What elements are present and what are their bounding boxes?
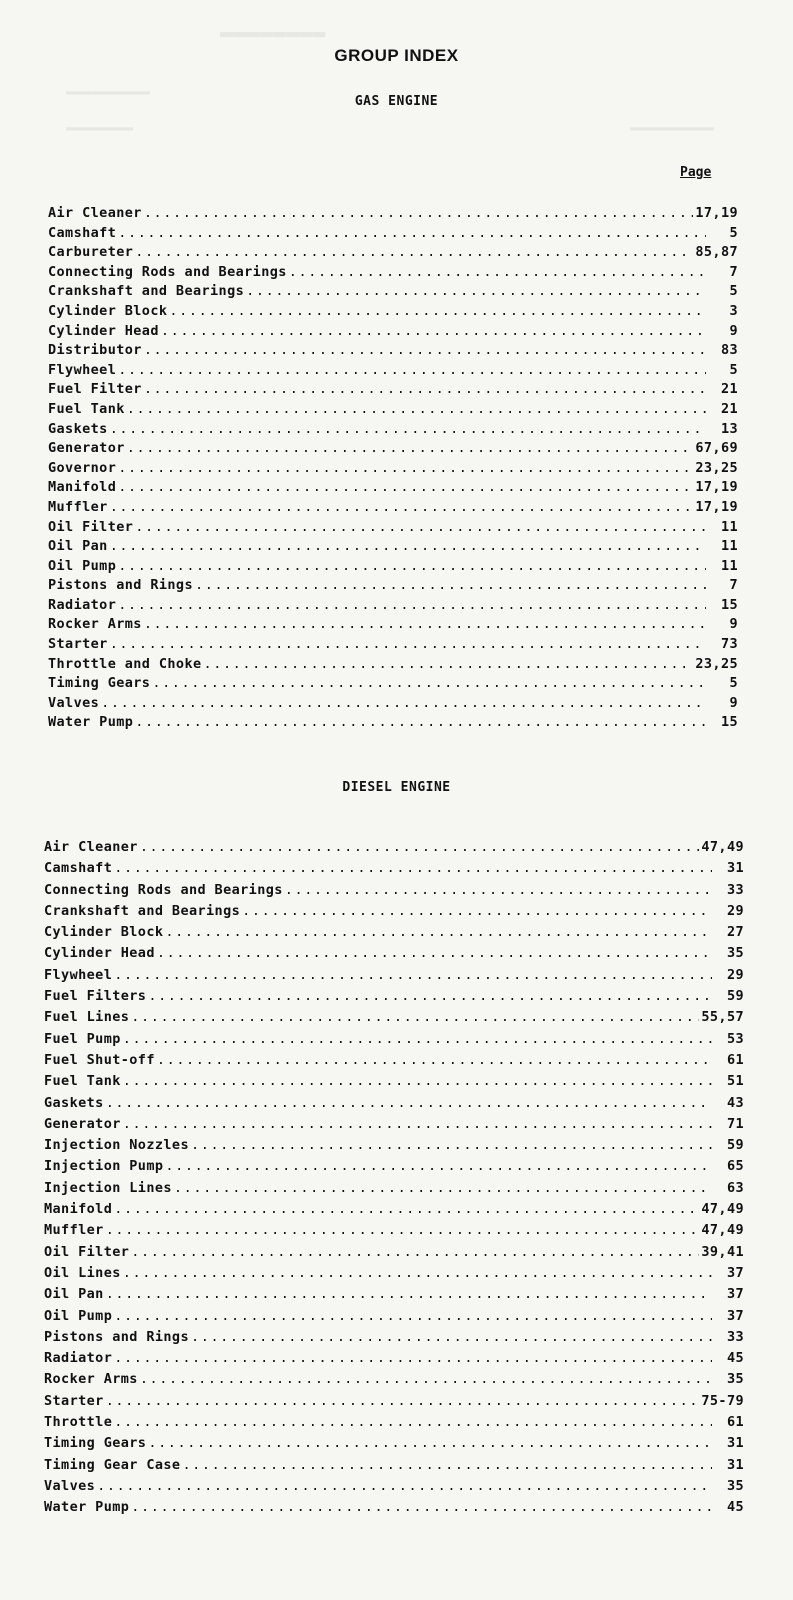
leader-dots bbox=[110, 499, 694, 515]
entry-label: Carbureter bbox=[48, 244, 134, 261]
index-entry bbox=[44, 1308, 744, 1329]
index-entry bbox=[44, 1180, 744, 1201]
index-entry bbox=[44, 967, 744, 988]
leader-dots bbox=[114, 1201, 699, 1217]
entry-page: 33 bbox=[726, 881, 744, 898]
leader-dots bbox=[191, 1329, 712, 1345]
index-entry bbox=[44, 1137, 744, 1158]
entry-page: 85,87 bbox=[695, 244, 738, 261]
entry-label: Injection Pump bbox=[44, 1158, 164, 1175]
entry-label: Cylinder Block bbox=[48, 302, 168, 319]
show-through-text: ▬▬▬▬▬▬▬▬▬▬ bbox=[630, 120, 715, 136]
index-entry bbox=[44, 1222, 744, 1243]
entry-label: Manifold bbox=[44, 1201, 113, 1218]
entry-label: Injection Lines bbox=[44, 1179, 172, 1196]
leader-dots bbox=[144, 342, 706, 358]
entry-label: Fuel Tank bbox=[44, 1073, 121, 1090]
entry-page: 73 bbox=[720, 636, 738, 653]
entry-label: Timing Gears bbox=[44, 1435, 147, 1452]
entry-page: 37 bbox=[726, 1307, 744, 1324]
index-entry bbox=[44, 1265, 744, 1286]
entry-page: 35 bbox=[726, 945, 744, 962]
entry-label: Cylinder Head bbox=[44, 945, 155, 962]
entry-label: Air Cleaner bbox=[44, 839, 138, 855]
leader-dots bbox=[106, 1222, 700, 1238]
entry-label: Oil Lines bbox=[44, 1264, 121, 1281]
entry-page: 75-79 bbox=[701, 1392, 744, 1409]
entry-page: 23,25 bbox=[695, 655, 738, 672]
entry-page: 83 bbox=[720, 342, 738, 359]
leader-dots bbox=[191, 1137, 712, 1153]
leader-dots bbox=[114, 1350, 712, 1366]
entry-label: Crankshaft and Bearings bbox=[44, 902, 241, 919]
gas-engine-index bbox=[48, 205, 738, 734]
entry-page: 9 bbox=[729, 694, 738, 711]
leader-dots bbox=[182, 1457, 712, 1473]
diesel-engine-heading: DIESEL ENGINE bbox=[342, 780, 451, 795]
entry-page: 5 bbox=[729, 361, 738, 378]
index-entry bbox=[44, 1393, 744, 1414]
entry-page: 11 bbox=[720, 538, 738, 555]
leader-dots bbox=[148, 1435, 712, 1451]
leader-dots bbox=[118, 460, 693, 476]
entry-page: 11 bbox=[720, 557, 738, 574]
entry-label: Governor bbox=[48, 459, 117, 476]
leader-dots bbox=[123, 1031, 712, 1047]
entry-page: 37 bbox=[726, 1286, 744, 1303]
entry-label: Starter bbox=[48, 636, 108, 653]
entry-page: 15 bbox=[720, 714, 738, 731]
entry-label: Oil Pan bbox=[44, 1286, 104, 1303]
entry-label: Water Pump bbox=[44, 1499, 130, 1516]
leader-dots bbox=[135, 714, 706, 730]
leader-dots bbox=[148, 988, 712, 1004]
leader-dots bbox=[127, 440, 694, 456]
entry-label: Gaskets bbox=[48, 420, 108, 437]
entry-page: 61 bbox=[726, 1051, 744, 1068]
entry-page: 35 bbox=[726, 1477, 744, 1494]
entry-label: Fuel Tank bbox=[48, 400, 125, 417]
entry-label: Throttle bbox=[44, 1414, 113, 1431]
entry-label: Timing Gears bbox=[48, 675, 151, 692]
entry-label: Valves bbox=[48, 694, 100, 711]
leader-dots bbox=[135, 519, 706, 535]
leader-dots bbox=[135, 244, 693, 260]
entry-page: 55,57 bbox=[701, 1009, 744, 1026]
entry-label: Connecting Rods and Bearings bbox=[48, 263, 287, 280]
entry-page: 35 bbox=[726, 1371, 744, 1388]
leader-dots bbox=[118, 362, 706, 378]
leader-dots bbox=[144, 381, 706, 397]
entry-label: Radiator bbox=[44, 1350, 113, 1367]
entry-label: Rocker Arms bbox=[48, 616, 142, 633]
leader-dots bbox=[161, 323, 706, 339]
leader-dots bbox=[144, 205, 694, 221]
leader-dots bbox=[165, 1158, 712, 1174]
entry-label: Valves bbox=[44, 1477, 96, 1494]
index-entry bbox=[48, 205, 738, 225]
entry-label: Fuel Shut-off bbox=[44, 1051, 155, 1068]
entry-page: 63 bbox=[726, 1179, 744, 1196]
entry-page: 67,69 bbox=[695, 440, 738, 457]
leader-dots bbox=[127, 401, 706, 417]
leader-dots bbox=[114, 860, 712, 876]
entry-label: Pistons and Rings bbox=[48, 577, 193, 594]
leader-dots bbox=[97, 1478, 712, 1494]
gas-engine-heading: GAS ENGINE bbox=[354, 94, 439, 109]
entry-label: Starter bbox=[44, 1392, 104, 1409]
leader-dots bbox=[110, 538, 706, 554]
entry-label: Fuel Lines bbox=[44, 1009, 130, 1026]
leader-dots bbox=[195, 577, 706, 593]
index-entry bbox=[44, 1201, 744, 1222]
index-entry bbox=[44, 1329, 744, 1350]
leader-dots bbox=[165, 924, 712, 940]
entry-label: Timing Gear Case bbox=[44, 1456, 181, 1473]
index-entry bbox=[48, 323, 738, 343]
index-entry bbox=[48, 362, 738, 382]
index-entry bbox=[44, 839, 744, 860]
index-entry bbox=[48, 440, 738, 460]
entry-page: 65 bbox=[726, 1158, 744, 1175]
index-entry bbox=[48, 401, 738, 421]
leader-dots bbox=[118, 597, 706, 613]
entry-label: Rocker Arms bbox=[44, 1371, 138, 1388]
entry-page: 11 bbox=[720, 518, 738, 535]
index-entry bbox=[48, 283, 738, 303]
index-entry bbox=[48, 421, 738, 441]
entry-page: 47,49 bbox=[701, 1201, 744, 1218]
leader-dots bbox=[110, 421, 706, 437]
entry-label: Crankshaft and Bearings bbox=[48, 283, 245, 300]
leader-dots bbox=[114, 1308, 712, 1324]
entry-page: 17,19 bbox=[695, 498, 738, 515]
entry-label: Oil Pan bbox=[48, 538, 108, 555]
entry-page: 53 bbox=[726, 1030, 744, 1047]
entry-page: 9 bbox=[729, 322, 738, 339]
index-entry bbox=[48, 675, 738, 695]
entry-label: Oil Filter bbox=[44, 1243, 130, 1260]
entry-page: 5 bbox=[729, 224, 738, 241]
entry-page: 27 bbox=[726, 924, 744, 941]
leader-dots bbox=[101, 695, 706, 711]
entry-label: Generator bbox=[48, 440, 125, 457]
index-entry bbox=[44, 1371, 744, 1392]
entry-page: 21 bbox=[720, 381, 738, 398]
entry-page: 71 bbox=[726, 1115, 744, 1132]
index-entry bbox=[48, 342, 738, 362]
index-entry bbox=[44, 1414, 744, 1435]
index-entry bbox=[48, 381, 738, 401]
entry-page: 31 bbox=[726, 1435, 744, 1452]
entry-page: 3 bbox=[729, 302, 738, 319]
leader-dots bbox=[289, 264, 706, 280]
page-column-header: Page bbox=[680, 165, 712, 180]
leader-dots bbox=[242, 903, 712, 919]
entry-page: 39,41 bbox=[701, 1243, 744, 1260]
leader-dots bbox=[114, 967, 712, 983]
entry-label: Flywheel bbox=[44, 966, 113, 983]
entry-label: Cylinder Head bbox=[48, 322, 159, 339]
leader-dots bbox=[110, 636, 706, 652]
index-entry bbox=[48, 577, 738, 597]
index-entry bbox=[48, 460, 738, 480]
entry-label: Water Pump bbox=[48, 714, 134, 731]
entry-label: Generator bbox=[44, 1115, 121, 1132]
entry-label: Gaskets bbox=[44, 1094, 104, 1111]
entry-label: Flywheel bbox=[48, 361, 117, 378]
entry-page: 29 bbox=[726, 966, 744, 983]
leader-dots bbox=[118, 479, 693, 495]
index-entry bbox=[44, 1350, 744, 1371]
index-entry bbox=[44, 1031, 744, 1052]
entry-label: Muffler bbox=[48, 498, 108, 515]
entry-label: Fuel Filters bbox=[44, 988, 147, 1005]
leader-dots bbox=[174, 1180, 712, 1196]
entry-page: 5 bbox=[729, 675, 738, 692]
index-entry bbox=[44, 1116, 744, 1137]
entry-label: Oil Pump bbox=[44, 1307, 113, 1324]
index-entry bbox=[48, 714, 738, 734]
entry-page: 23,25 bbox=[695, 459, 738, 476]
entry-label: Oil Filter bbox=[48, 518, 134, 535]
index-entry bbox=[44, 903, 744, 924]
index-entry bbox=[44, 1435, 744, 1456]
entry-page: 7 bbox=[729, 263, 738, 280]
index-entry bbox=[48, 636, 738, 656]
index-entry bbox=[44, 1499, 744, 1520]
index-entry bbox=[44, 1244, 744, 1265]
leader-dots bbox=[131, 1244, 699, 1260]
leader-dots bbox=[169, 303, 706, 319]
leader-dots bbox=[157, 1052, 712, 1068]
index-entry bbox=[44, 1052, 744, 1073]
index-entry bbox=[44, 882, 744, 903]
leader-dots bbox=[123, 1265, 712, 1281]
index-entry bbox=[48, 695, 738, 715]
entry-page: 7 bbox=[729, 577, 738, 594]
diesel-engine-index bbox=[44, 839, 744, 1521]
entry-page: 43 bbox=[726, 1094, 744, 1111]
index-entry bbox=[48, 225, 738, 245]
leader-dots bbox=[118, 225, 706, 241]
index-entry bbox=[44, 860, 744, 881]
index-entry bbox=[48, 656, 738, 676]
leader-dots bbox=[123, 1116, 712, 1132]
index-entry bbox=[44, 1009, 744, 1030]
entry-page: 5 bbox=[729, 283, 738, 300]
index-entry bbox=[48, 303, 738, 323]
entry-label: Distributor bbox=[48, 342, 142, 359]
entry-page: 59 bbox=[726, 988, 744, 1005]
entry-label: Oil Pump bbox=[48, 557, 117, 574]
index-entry bbox=[48, 597, 738, 617]
leader-dots bbox=[285, 882, 712, 898]
leader-dots bbox=[246, 283, 706, 299]
index-entry bbox=[48, 558, 738, 578]
entry-page: 45 bbox=[726, 1499, 744, 1516]
index-entry bbox=[48, 264, 738, 284]
show-through-text: ▬▬▬▬▬▬▬▬▬▬ bbox=[66, 84, 151, 100]
show-through-text: ▬▬▬▬▬▬▬▬ bbox=[66, 120, 134, 136]
leader-dots bbox=[131, 1499, 712, 1515]
index-entry bbox=[44, 1158, 744, 1179]
entry-label: Camshaft bbox=[48, 224, 117, 241]
entry-label: Fuel Filter bbox=[48, 381, 142, 398]
entry-label: Muffler bbox=[44, 1222, 104, 1239]
index-entry bbox=[44, 1095, 744, 1116]
index-entry bbox=[48, 616, 738, 636]
entry-label: Manifold bbox=[48, 479, 117, 496]
leader-dots bbox=[118, 558, 706, 574]
entry-page: 51 bbox=[726, 1073, 744, 1090]
index-entry bbox=[48, 499, 738, 519]
leader-dots bbox=[140, 1371, 712, 1387]
index-entry bbox=[44, 1286, 744, 1307]
entry-label: Cylinder Block bbox=[44, 924, 164, 941]
entry-page: 59 bbox=[726, 1137, 744, 1154]
entry-page: 13 bbox=[720, 420, 738, 437]
entry-page: 17,19 bbox=[695, 479, 738, 496]
index-entry bbox=[44, 1457, 744, 1478]
leader-dots bbox=[140, 839, 700, 855]
index-entry bbox=[44, 1073, 744, 1094]
index-entry bbox=[48, 519, 738, 539]
index-entry bbox=[44, 945, 744, 966]
entry-page: 47,49 bbox=[701, 839, 744, 855]
entry-page: 17,19 bbox=[695, 205, 738, 221]
leader-dots bbox=[157, 945, 712, 961]
entry-page: 61 bbox=[726, 1414, 744, 1431]
index-entry bbox=[44, 924, 744, 945]
index-entry bbox=[48, 479, 738, 499]
show-through-text: ▬▬▬▬▬▬▬▬ bbox=[220, 20, 326, 45]
entry-page: 31 bbox=[726, 1456, 744, 1473]
entry-page: 45 bbox=[726, 1350, 744, 1367]
leader-dots bbox=[106, 1393, 700, 1409]
entry-label: Camshaft bbox=[44, 860, 113, 877]
entry-page: 31 bbox=[726, 860, 744, 877]
entry-page: 9 bbox=[729, 616, 738, 633]
leader-dots bbox=[204, 656, 694, 672]
index-entry bbox=[44, 988, 744, 1009]
entry-page: 21 bbox=[720, 400, 738, 417]
leader-dots bbox=[114, 1414, 712, 1430]
leader-dots bbox=[106, 1286, 712, 1302]
entry-page: 37 bbox=[726, 1264, 744, 1281]
leader-dots bbox=[131, 1009, 699, 1025]
entry-page: 33 bbox=[726, 1328, 744, 1345]
entry-label: Connecting Rods and Bearings bbox=[44, 881, 283, 898]
leader-dots bbox=[106, 1095, 712, 1111]
entry-page: 15 bbox=[720, 596, 738, 613]
index-entry bbox=[48, 244, 738, 264]
leader-dots bbox=[152, 675, 706, 691]
leader-dots bbox=[144, 616, 706, 632]
entry-page: 29 bbox=[726, 902, 744, 919]
entry-label: Injection Nozzles bbox=[44, 1137, 189, 1154]
entry-label: Throttle and Choke bbox=[48, 655, 202, 672]
page-title: GROUP INDEX bbox=[334, 46, 459, 65]
index-entry bbox=[44, 1478, 744, 1499]
entry-page: 47,49 bbox=[701, 1222, 744, 1239]
leader-dots bbox=[123, 1073, 712, 1089]
entry-label: Pistons and Rings bbox=[44, 1328, 189, 1345]
index-entry bbox=[48, 538, 738, 558]
entry-label: Fuel Pump bbox=[44, 1030, 121, 1047]
entry-label: Air Cleaner bbox=[48, 205, 142, 221]
entry-label: Radiator bbox=[48, 596, 117, 613]
